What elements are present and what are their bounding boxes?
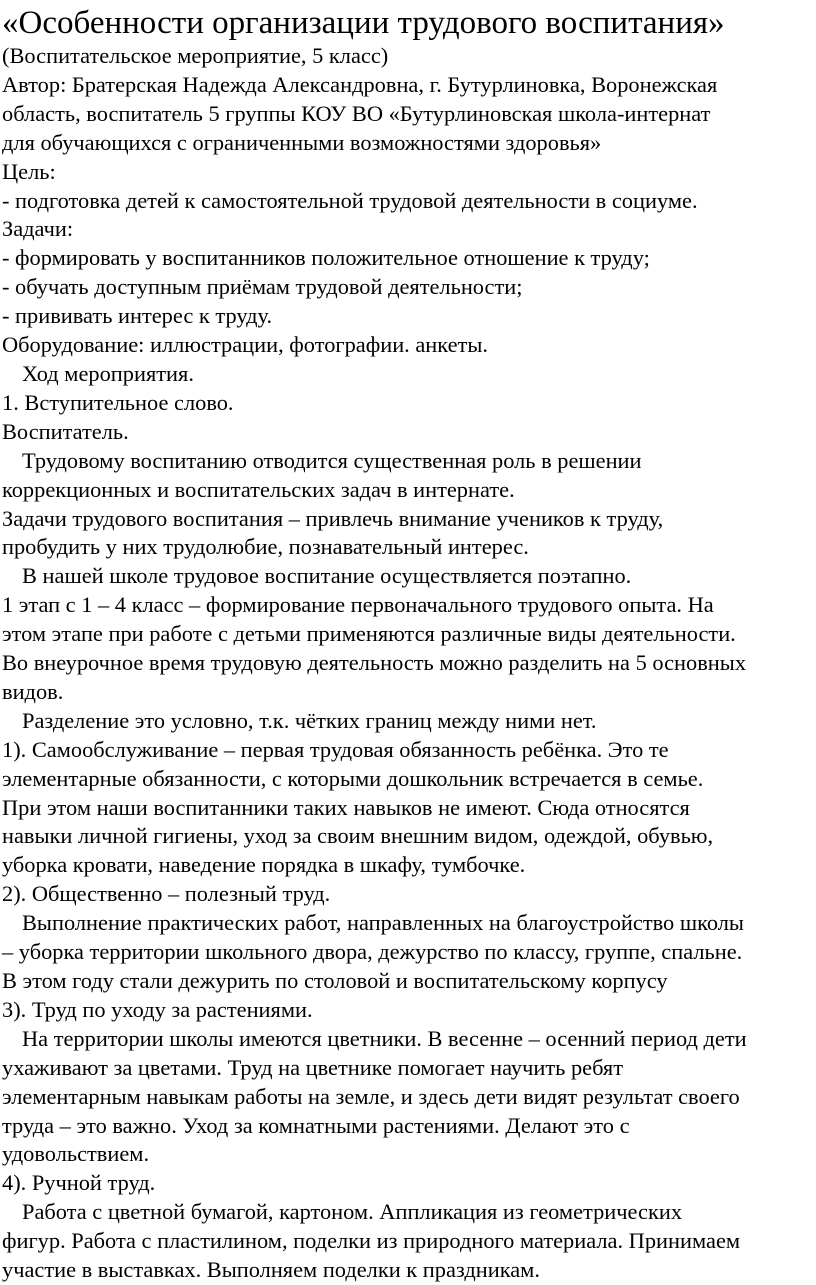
- goal-heading: Цель:: [2, 158, 56, 184]
- author-line: для обучающихся с ограниченными возможностями здоровья»: [2, 129, 602, 155]
- list-item-heading: 4). Ручной труд.: [2, 1170, 156, 1196]
- paragraph-line: В этом году стали дежурить по столовой и воспитательскому корпусу: [2, 968, 668, 993]
- paragraph-line: Выполнение практических работ, направленных на благоустройство школы: [22, 910, 744, 936]
- paragraph-line: 1 этап с 1 – 4 класс – формирование первоначального трудового опыта. На: [2, 592, 714, 618]
- author-line: Автор: Братерская Надежда Александровна, г. Бутурлиновка, Воронежская: [2, 71, 718, 97]
- paragraph-line: Работа с цветной бумагой, картоном. Аппликация из геометрических: [22, 1199, 683, 1225]
- tasks-heading: Задачи:: [2, 216, 74, 242]
- paragraph-line: Разделение это условно, т.к. чётких границ между ними нет.: [22, 707, 597, 733]
- paragraph-line: пробудить у них трудолюбие, познавательный интерес.: [2, 534, 529, 560]
- paragraph-line: труда – это важно. Уход за комнатными растениями. Делают это с: [2, 1112, 630, 1138]
- paragraph-line: видов.: [2, 678, 64, 704]
- paragraph-line: уборка кровати, наведение порядка в шкафу, тумбочке.: [2, 852, 526, 878]
- paragraph-line: элементарные обязанности, с которыми дошкольник встречается в семье.: [2, 765, 704, 791]
- task-item: - обучать доступным приёмам трудовой деятельности;: [2, 274, 523, 300]
- section-heading: 1. Вступительное слово.: [2, 389, 234, 415]
- paragraph-line: – уборка территории школьного двора, дежурство по классу, группе, спальне.: [2, 939, 743, 965]
- goal-item: - подготовка детей к самостоятельной трудовой деятельности в социуме.: [2, 187, 698, 213]
- paragraph-line: удовольствием.: [2, 1141, 150, 1167]
- section-heading: Ход мероприятия.: [22, 360, 194, 386]
- document-title: «Особенности организации трудового воспитания»: [2, 5, 725, 41]
- list-item-heading: 1). Самообслуживание – первая трудовая обязанность ребёнка. Это те: [2, 736, 669, 762]
- list-item-heading: 3). Труд по уходу за растениями.: [2, 996, 313, 1022]
- paragraph-line: На территории школы имеются цветники. В весенне – осенний период дети: [22, 1025, 747, 1051]
- paragraph-line: Задачи трудового воспитания – привлечь внимание учеников к труду,: [2, 505, 664, 531]
- paragraph-line: участие в выставках. Выполняем поделки к праздникам.: [2, 1257, 540, 1283]
- paragraph-line: навыки личной гигиены, уход за своим внешним видом, одеждой, обувью,: [2, 823, 714, 849]
- paragraph-line: фигур. Работа с пластилином, поделки из природного материала. Принимаем: [2, 1228, 741, 1254]
- author-line: область, воспитатель 5 группы КОУ ВО «Бутурлиновская школа-интернат: [2, 100, 711, 126]
- list-item-heading: 2). Общественно – полезный труд.: [2, 881, 331, 907]
- paragraph-line: Трудовому воспитанию отводится существенная роль в решении: [22, 447, 642, 473]
- equipment-line: Оборудование: иллюстрации, фотографии. анкеты.: [2, 332, 488, 358]
- paragraph-line: элементарным навыкам работы на земле, и здесь дети видят результат своего: [2, 1083, 740, 1109]
- paragraph-line: ухаживают за цветами. Труд на цветнике помогает научить ребят: [2, 1054, 624, 1080]
- paragraph-line: В нашей школе трудовое воспитание осуществляется поэтапно.: [22, 563, 632, 589]
- paragraph-line: этом этапе при работе с детьми применяются различные виды деятельности.: [2, 621, 736, 647]
- task-item: - формировать у воспитанников положительное отношение к труду;: [2, 245, 650, 271]
- document-body: [2, 42, 816, 1285]
- paragraph-line: Во внеурочное время трудовую деятельность можно разделить на 5 основных: [2, 650, 747, 676]
- task-item: - прививать интерес к труду.: [2, 303, 273, 329]
- paragraph-line: При этом наши воспитанники таких навыков не имеют. Сюда относятся: [2, 794, 690, 820]
- subtitle: (Воспитательское мероприятие, 5 класс): [2, 43, 389, 68]
- paragraph-line: коррекционных и воспитательских задач в интернате.: [2, 476, 515, 502]
- speaker-label: Воспитатель.: [2, 418, 129, 444]
